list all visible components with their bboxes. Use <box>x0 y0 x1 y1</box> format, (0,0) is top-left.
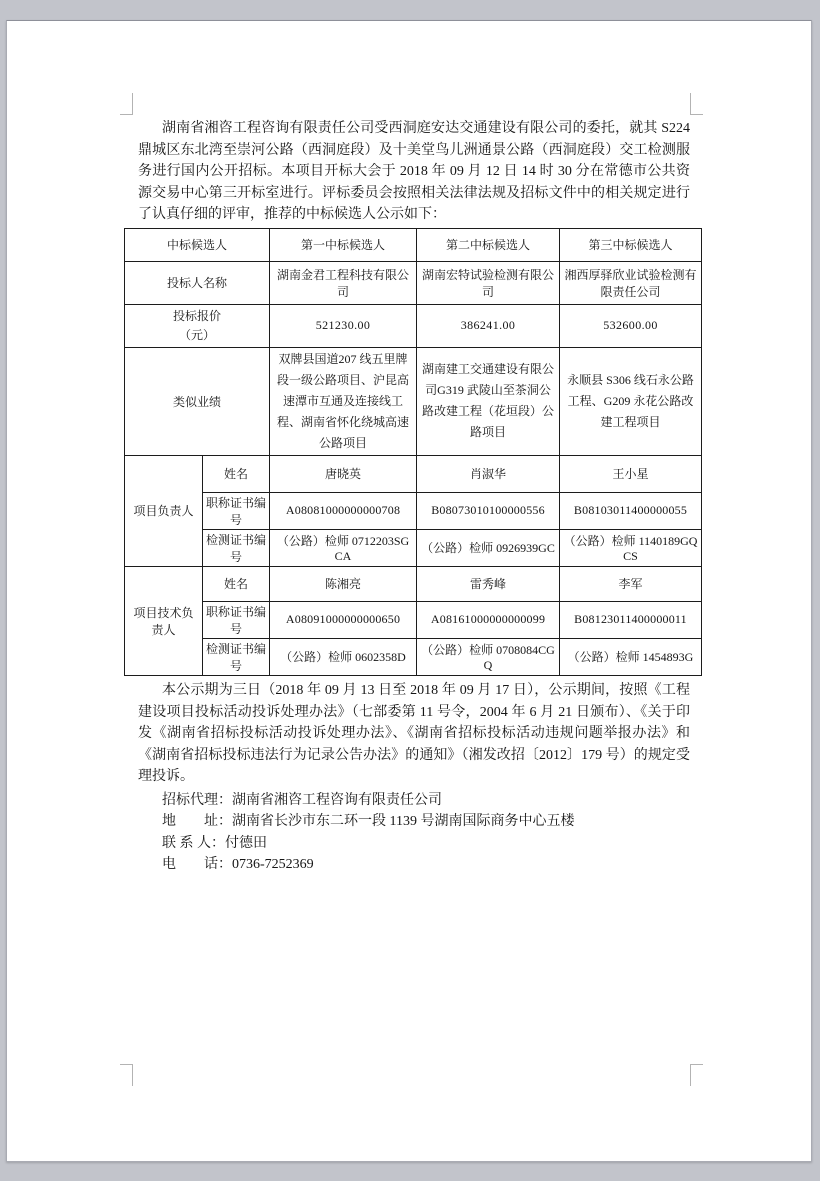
contact-address-value: 湖南省长沙市东二环一段 1139 号湖南国际商务中心五楼 <box>232 814 575 830</box>
project-manager-group-label: 项目负责人 <box>125 455 203 566</box>
contact-phone <box>138 854 690 876</box>
pm-title-cert-2: B08073010100000556 <box>417 492 560 529</box>
contact-address-label: 地 址： <box>162 814 232 830</box>
tm-title-cert-3: B08123011400000011 <box>560 601 702 638</box>
table-row-tm-name <box>125 566 702 601</box>
similar-performance-label: 类似业绩 <box>125 347 270 455</box>
margin-mark-top-left <box>120 93 133 115</box>
margin-mark-bottom-left <box>120 1064 133 1086</box>
bidder-name-2: 湖南宏特试验检测有限公司 <box>417 261 560 304</box>
contact-address <box>138 811 690 833</box>
table-row-similar-performance <box>125 347 702 455</box>
contact-agent-label: 招标代理： <box>162 792 232 808</box>
pm-title-cert-1: A08081000000000708 <box>270 492 417 529</box>
contact-phone-label: 电 话： <box>162 857 232 873</box>
document-page <box>6 20 812 1162</box>
margin-mark-top-right <box>690 93 703 115</box>
bid-candidates-table <box>124 228 702 676</box>
contact-agent <box>138 790 690 812</box>
table-row-tm-test-cert <box>125 638 702 675</box>
table-row-pm-title-cert <box>125 492 702 529</box>
tm-title-cert-1: A08091000000000650 <box>270 601 417 638</box>
pm-name-3: 王小星 <box>560 455 702 492</box>
contact-person <box>138 833 690 855</box>
contact-person-label: 联 系 人： <box>162 835 225 851</box>
header-candidate: 中标候选人 <box>125 228 270 261</box>
bidder-name-1: 湖南金君工程科技有限公司 <box>270 261 417 304</box>
pm-name-label: 姓名 <box>203 455 270 492</box>
table-row-pm-test-cert <box>125 529 702 566</box>
pm-name-1: 唐晓英 <box>270 455 417 492</box>
bid-price-label: 投标报价 （元） <box>125 304 270 347</box>
pm-title-cert-label: 职称证书编号 <box>203 492 270 529</box>
similar-performance-2: 湖南建工交通建设有限公司G319 武陵山至茶洞公路改建工程（花垣段）公路项目 <box>417 347 560 455</box>
tech-manager-group-label: 项目技术负责人 <box>125 566 203 675</box>
bid-price-2: 386241.00 <box>417 304 560 347</box>
header-second-candidate: 第二中标候选人 <box>417 228 560 261</box>
tm-test-cert-2: （公路）检师 0708084CGQ <box>417 638 560 675</box>
pm-test-cert-1: （公路）检师 0712203SGCA <box>270 529 417 566</box>
tm-name-2: 雷秀峰 <box>417 566 560 601</box>
header-first-candidate: 第一中标候选人 <box>270 228 417 261</box>
table-row-bid-price <box>125 304 702 347</box>
margin-mark-bottom-right <box>690 1064 703 1086</box>
bid-price-1: 521230.00 <box>270 304 417 347</box>
pm-test-cert-3: （公路）检师 1140189GQCS <box>560 529 702 566</box>
pm-test-cert-2: （公路）检师 0926939GC <box>417 529 560 566</box>
similar-performance-1: 双牌县国道207 线五里牌段一级公路项目、沪昆高速潭市互通及连接线工程、湖南省怀化绕城高速公路项目 <box>270 347 417 455</box>
intro-paragraph: 湖南省湘咨工程咨询有限责任公司受西洞庭安达交通建设有限公司的委托，就其 S224 鼎城区东北湾至崇河公路（西洞庭段）及十美堂鸟儿洲通景公路（西洞庭段）交工检测服务进行国内公开招标。本项目开标大会于 2018 年 09 月 12 日 14 时 30 分在常德市公共资源交易中心第三开标室进行。评标委员会按照相关法律法规及招标文件中的相关规定进行了认真仔细的评审，推荐的中标候选人公示如下： <box>138 121 694 223</box>
similar-performance-3: 永顺县 S306 线石永公路工程、G209 永花公路改建工程项目 <box>560 347 702 455</box>
tm-title-cert-label: 职称证书编号 <box>203 601 270 638</box>
contact-block <box>138 790 690 876</box>
tm-name-3: 李军 <box>560 566 702 601</box>
header-third-candidate: 第三中标候选人 <box>560 228 702 261</box>
document-content <box>124 115 701 876</box>
tm-name-label: 姓名 <box>203 566 270 601</box>
table-row-pm-name <box>125 455 702 492</box>
bidder-name-3: 湘西厚驿欣业试验检测有限责任公司 <box>560 261 702 304</box>
bid-price-3: 532600.00 <box>560 304 702 347</box>
pm-name-2: 肖淑华 <box>417 455 560 492</box>
contact-person-value: 付德田 <box>225 835 267 851</box>
contact-phone-value: 0736-7252369 <box>232 857 314 873</box>
table-row-bidder-name <box>125 261 702 304</box>
tm-name-1: 陈湘亮 <box>270 566 417 601</box>
bidder-name-label: 投标人名称 <box>125 261 270 304</box>
contact-agent-value: 湖南省湘咨工程咨询有限责任公司 <box>232 792 442 808</box>
tm-test-cert-3: （公路）检师 1454893G <box>560 638 702 675</box>
tm-test-cert-1: （公路）检师 0602358D <box>270 638 417 675</box>
closing-paragraph: 本公示期为三日（2018 年 09 月 13 日至 2018 年 09 月 17 日），公示期间，按照《工程建设项目投标活动投诉处理办法》（七部委第 11 号令，2004 年 6 月 21 日颁布）、《关于印发《湖南省招标投标活动投诉处理办法》、《湖南省招标投标活动违规问题举报办法》和《湖南省招标投标违法行为记录公告办法》的通知》（湘发改招〔2012〕179 号）的规定受理投诉。 <box>138 682 690 785</box>
table-row-header <box>125 228 702 261</box>
tm-test-cert-label: 检测证书编号 <box>203 638 270 675</box>
table-row-tm-title-cert <box>125 601 702 638</box>
tm-title-cert-2: A08161000000000099 <box>417 601 560 638</box>
pm-title-cert-3: B08103011400000055 <box>560 492 702 529</box>
pm-test-cert-label: 检测证书编号 <box>203 529 270 566</box>
